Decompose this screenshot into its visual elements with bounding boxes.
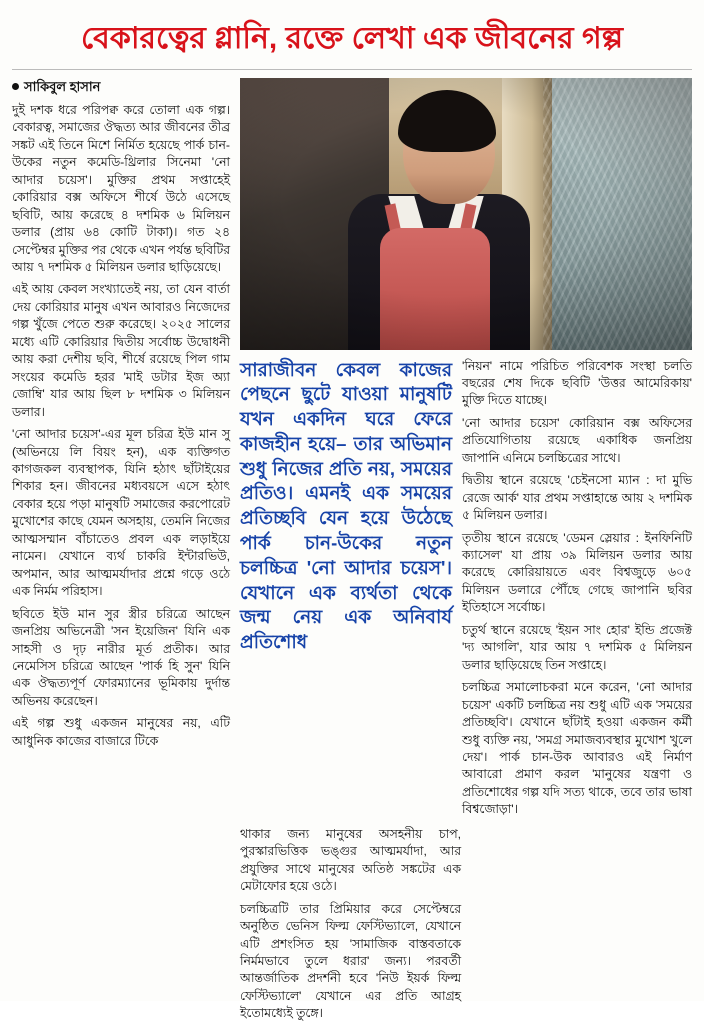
photo-vignette bbox=[240, 78, 692, 350]
right-column-top bbox=[462, 354, 692, 824]
body-paragraph: চলচ্চিত্র সমালোচকরা মনে করেন, 'নো আদার চয়েস' একটি চলচ্চিত্র নয় শুধু এটি এক 'সময়ের প্রতিচ্ছবি'। যেখানে ছাঁটাই হওয়া একজন কর্মী শুধু ব্যক্তি নয়, 'সমগ্র সমাজব্যবস্থার মুখোশ খুলে দেয়'। পার্ক চান-উক আবারও এই নির্মাণ আবারো প্রমাণ করল 'মানুষের যন্ত্রণা ও প্রতিশোধের গল্প যদি সত্য থাকে, তবে তার ভাষা বিশ্বজোড়া'। bbox=[462, 680, 692, 817]
body-paragraph: চতুর্থ স্থানে রয়েছে 'ইয়ন সাং হোর' ইন্ডি প্রজেক্ট 'দ্য আগলি', যার আয় ৭ দশমিক ৫ মিলিয়ন ডলার ছাড়িয়েছে তিন সপ্তাহে। bbox=[462, 622, 692, 672]
byline bbox=[12, 78, 230, 96]
bullet-icon bbox=[12, 83, 19, 90]
body-paragraph: এই গল্প শুধু একজন মানুষের নয়, এটি আধুনিক কাজের বাজারে টিকে bbox=[12, 716, 230, 748]
headline-container bbox=[12, 8, 692, 63]
body-paragraph: ছবিতে ইউ মান সুর স্ত্রীর চরিত্রে আছেন জনপ্রিয় অভিনেত্রী 'সন ইয়েজিন' যিনি এক সাহসী ও দৃঢ় নারীর মূর্ত প্রতীক। আর নেমেসিস চরিত্রে আছেন 'পার্ক হি সুন' যিনি এক ঔদ্ধত্যপূর্ণ ফোরম্যানের ভূমিকায় দুর্দান্ত অভিনয় করেছেন। bbox=[12, 606, 230, 708]
page-title: বেকারত্বের গ্লানি, রক্তে লেখা এক জীবনের গল্প bbox=[80, 22, 624, 55]
top-section bbox=[12, 78, 692, 824]
headline-divider bbox=[12, 69, 692, 70]
pullquote-column bbox=[240, 354, 452, 824]
body-paragraph: 'নো আদার চয়েস' কোরিয়ান বক্স অফিসের প্রতিযোগিতায় রয়েছে একাধিক জনপ্রিয় জাপানি এনিমে চলচ্চিত্রের সাথে। bbox=[462, 415, 692, 465]
bottom-spacer-column bbox=[12, 826, 230, 1028]
body-paragraph: চলচ্চিত্রটি তার প্রিমিয়ার করে সেপ্টেম্বরে অনুষ্ঠিত ভেনিস ফিল্ম ফেস্টিভ্যালে, যেখানে এটি প্রশংসিত হয় 'সামাজিক বাস্তবতাকে নির্মমভাবে তুলে ধরার' জন্য। পরবর্তী আন্তর্জাতিক প্রদর্শনী হবে 'নিউ ইয়র্ক ফিল্ম ফেস্টিভ্যালে' যেখানে এর প্রতি আগ্রহ ইতোমধ্যেই তুঙ্গে। bbox=[240, 901, 461, 1021]
pull-quote: সারাজীবন কেবল কাজের পেছনে ছুটে যাওয়া মানুষটি যখন একদিন ঘরে ফেরে কাজহীন হয়ে– তার অভিমান শুধু নিজের প্রতি নয়, সময়ের প্রতিও। এমনই এক সময়ের প্রতিচ্ছবি যেন হয়ে উঠেছে পার্ক চান-উকের নতুন চলচ্চিত্র 'নো আদার চয়েস'। যেখানে এক ব্যর্থতা থেকে জন্ম নেয় এক অনিবার্য প্রতিশোধ bbox=[240, 358, 452, 653]
below-photo-columns bbox=[240, 354, 692, 824]
article-photo bbox=[240, 78, 692, 350]
body-paragraph: তৃতীয় স্থানে রয়েছে 'ডেমন স্লেয়ার : ইনফিনিটি ক্যাসেল' যা প্রায় ৩৯ মিলিয়ন ডলার আয় করেছে কোরিয়ায়তে এবং বিশ্বজুড়ে ৬০৫ মিলিয়ন ডলারে পৌঁছে গেছে জাপানি ছবির ইতিহাসে সর্বোচ্চ। bbox=[462, 530, 692, 615]
body-paragraph: 'নো আদার চয়েস'-এর মূল চরিত্র ইউ মান সু (অভিনয়ে লি বিয়ং হন), এক ব্যক্তিগত কাগজকল ব্যবস্থাপক, যিনি হঠাৎ ছাঁটাইয়ের শিকার হন। জীবনের মধ্যবয়সে এসে হঠাৎ বেকার হয়ে পড়া মানুষটি সমাজের করপোরেট মুখোশের কাছে যেমন অসহায়, তেমনি নিজের আত্মসম্মান বাঁচাতেও প্রবল এক লড়াইয়ে নামেন। যেখানে ব্যর্থ চাকরি ইন্টারভিউ, অপমান, আর আত্মমর্যাদার প্রশ্নে গড়ে ওঠে এক নির্মম পরিহাস। bbox=[12, 427, 230, 599]
body-paragraph: দ্বিতীয় স্থানে রয়েছে 'চেইনসো ম্যান : দা মুভি রেজে আর্ক' যার প্রথম সপ্তাহান্তে আয় ২ দশমিক ৫ মিলিয়ন ডলার। bbox=[462, 473, 692, 523]
bottom-right-column bbox=[471, 826, 692, 1028]
bottom-left-column bbox=[240, 826, 461, 1028]
article-photo-block bbox=[240, 78, 692, 824]
left-column-top bbox=[12, 78, 230, 756]
body-paragraph: এই আয় কেবল সংখ্যাতেই নয়, তা যেন বার্তা দেয় কোরিয়ার মানুষ এখন আবারও নিজেদের গল্প খুঁজে পেতে শুরু করেছে। ২০২৫ সালের মধ্যে এটি কোরিয়ার দ্বিতীয় সর্বোচ্চ উদ্বোধনী আয় করা দেশীয় ছবি, শীর্ষে রয়েছে পিল গাম সংয়ের কমেডি হরর 'মাই ডটার ইজ অ্যা জোম্বি' যার আয় ছিল ৮ দশমিক ৩ মিলিয়ন ডলার। bbox=[12, 282, 230, 419]
body-paragraph: থাকার জন্য মানুষের অসহনীয় চাপ, পুরস্কারভিত্তিক ভঙ্গুর আত্মমর্যাদা, আর প্রযুক্তির সাথে মানুষের অতিষ্ঠ সঙ্কটের এক মেটাফোর হয়ে ওঠে। bbox=[240, 826, 461, 894]
bottom-section bbox=[12, 826, 692, 1028]
byline-label: সাকিবুল হাসান bbox=[24, 78, 101, 94]
body-paragraph: দুই দশক ধরে পরিপক্ব করে তোলা এক গল্প। বেকারত্ব, সমাজের ঔদ্ধত্য আর জীবনের তীব্র সঙ্কট এই তিনে মিশে নির্মিত হয়েছে পার্ক চান-উকের নতুন কমেডি-থ্রিলার সিনেমা 'নো আদার চয়েস'। মুক্তির প্রথম সপ্তাহেই কোরিয়ার বক্স অফিসে শীর্ষে উঠে এসেছে ছবিটি, আয় করেছে ৪ দশমিক ৬ মিলিয়ন ডলার (প্রায় ৬৪ কোটি টাকা)। গত ২৪ সেপ্টেম্বর মুক্তির পর থেকে এখন পর্যন্ত ছবিটির আয় ৭ দশমিক ৫ মিলিয়ন ডলার ছাড়িয়েছে। bbox=[12, 102, 230, 275]
body-paragraph: 'নিয়ন' নামে পরিচিত পরিবেশক সংস্থা চলতি বছরের শেষ দিকে ছবিটি 'উত্তর আমেরিকায়' মুক্তি দিতে যাচ্ছে। bbox=[462, 358, 692, 408]
